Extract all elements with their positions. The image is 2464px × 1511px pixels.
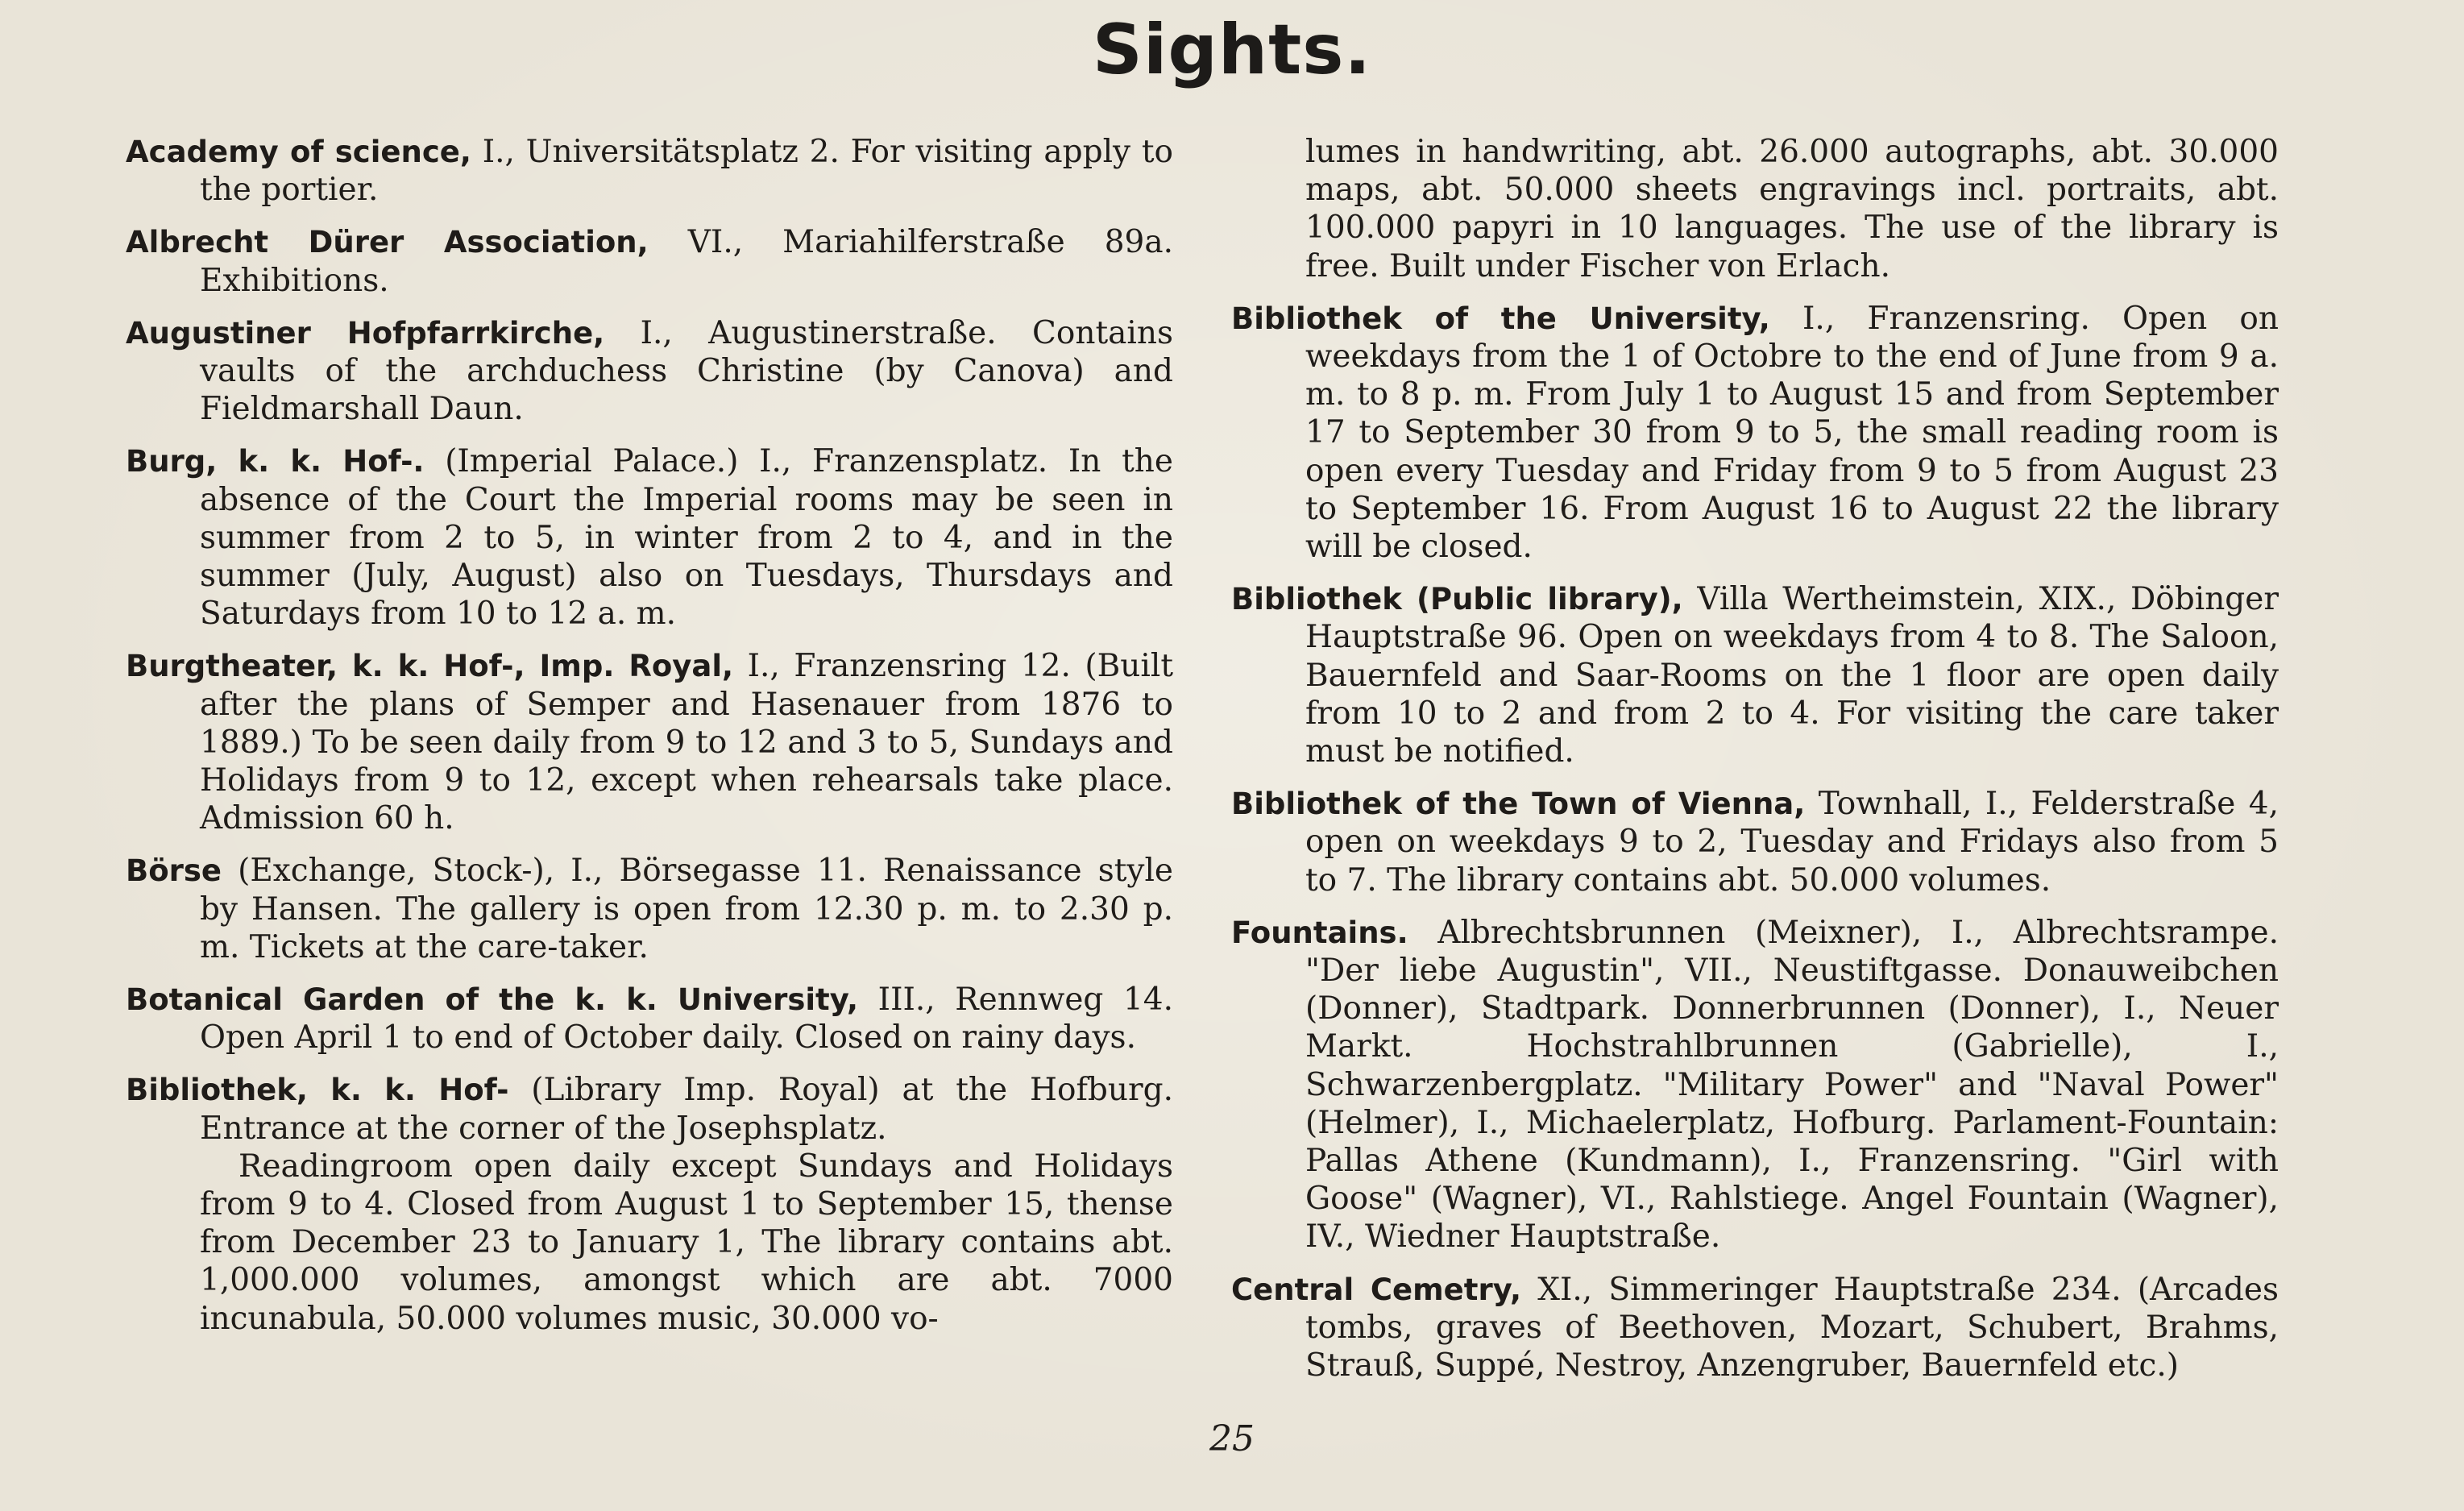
entry-burgtheater	[126, 647, 1173, 837]
entry-public-library	[1231, 580, 2279, 770]
entry-borse	[126, 852, 1173, 966]
entry-text: VI., Mariahilferstraße 89a. Exhibitions.	[200, 224, 1173, 299]
entry-text: (Library Imp. Royal) at the Hofburg. Entrance at the corner of the Josephsplatz.	[200, 1072, 1173, 1147]
entry-town-library	[1231, 785, 2279, 899]
entry-heading: Burg, k. k. Hof-.	[126, 444, 425, 479]
entry-heading: Central Cemetry,	[1231, 1272, 1522, 1307]
entry-heading: Börse	[126, 853, 222, 889]
entry-text: XI., Simmeringer Hauptstraße 234. (Arcades tombs, graves of Beethoven, Mozart, Schubert, Brahms, Strauß, Suppé, Nestroy, Anzengruber, Bauernfeld etc.)	[1305, 1271, 2279, 1384]
left-column	[126, 133, 1173, 1352]
entry-text: I., Franzensring 12. (Built after the plans of Semper and Hasenauer from 1876 to 1889.) To be seen daily from 9 to 12 and 3 to 5, Sundays and Holidays from 9 to 12, except when rehearsals take place. Admission 60 h.	[200, 648, 1174, 837]
entry-text: I., Augustinerstraße. Contains vaults of the archduchess Christine (by Canova) and Fieldmarshall Daun.	[200, 314, 1173, 428]
entry-heading: Academy of science,	[126, 135, 471, 169]
entry-heading: Augustiner Hofpfarrkirche,	[126, 315, 605, 351]
entry-text: Villa Wertheimstein, XIX., Döbinger Hauptstraße 96. Open on weekdays from 4 to 8. The Saloon, Bauernfeld and Saar-Rooms on the 1 floor are open daily from 10 to 2 and from 2 to 4. For visiting the care taker must be notified.	[1305, 581, 2279, 770]
entry-heading: Bibliothek (Public library),	[1231, 582, 1683, 617]
entry-hofbibliothek-paragraph: Readingroom open daily except Sundays and Holidays from 9 to 4. Closed from August 1 to September 15, thense from December 23 to January 1, The library contains abt. 1,000.000 volumes, amongst which are abt. 7000 incunabula, 50.000 volumes music, 30.000 vo-	[200, 1148, 1173, 1337]
entry-heading: Bibliothek, k. k. Hof-	[126, 1073, 509, 1108]
entry-text: I., Universitätsplatz 2. For visiting apply to the portier.	[200, 134, 1173, 209]
entry-academy-of-science	[126, 133, 1173, 209]
entry-continued-text: lumes in handwriting, abt. 26.000 autographs, abt. 30.000 maps, abt. 50.000 sheets engravings incl. portraits, abt. 100.000 papyri in 10 languages. The use of the library is free. Built under Fischer von Erlach.	[1305, 134, 2279, 284]
entry-heading: Fountains.	[1231, 915, 1408, 950]
entry-heading: Bibliothek of the Town of Vienna,	[1231, 787, 1806, 822]
right-column	[1231, 133, 2279, 1399]
entry-heading: Botanical Garden of the k. k. University,	[126, 982, 859, 1018]
page-title: Sights.	[1092, 10, 1372, 90]
entry-heading: Bibliothek of the University,	[1231, 301, 1770, 336]
entry-augustiner	[126, 314, 1173, 429]
entry-university-library	[1231, 300, 2279, 566]
entry-text: III., Rennweg 14. Open April 1 to end of October daily. Closed on rainy days.	[200, 982, 1173, 1056]
entry-burg	[126, 442, 1173, 633]
entry-hofbibliothek	[126, 1071, 1173, 1147]
entry-fountains	[1231, 914, 2279, 1256]
entry-text: (Imperial Palace.) I., Franzensplatz. In the absence of the Court the Imperial rooms may be seen in summer from 2 to 5, in winter from 2 to 4, and in the summer (July, August) also on Tuesdays, Thursdays and Saturdays from 10 to 12 a. m.	[200, 443, 1173, 633]
entry-albrecht-durer	[126, 223, 1173, 299]
entry-text: Townhall, I., Felderstraße 4, open on weekdays 9 to 2, Tuesday and Fridays also from 5 to 7. The library contains abt. 50.000 volumes.	[1305, 786, 2279, 899]
entry-text: (Exchange, Stock-), I., Börsegasse 11. Renaissance style by Hansen. The gallery is open from 12.30 p. m. to 2.30 p. m. Tickets at the care-taker.	[200, 853, 1173, 965]
entry-text: Albrechtsbrunnen (Meixner), I., Albrechtsrampe. "Der liebe Augustin", VII., Neustiftgasse. Donauweibchen (Donner), Stadtpark. Donnerbrunnen (Donner), I., Neuer Markt. Hochstrahlbrunnen (Gabrielle), I., Schwarzenbergplatz. "Military Power" and "Naval Power" (Helmer), I., Michaelerplatz, Hofburg. Parlament-Fountain: Pallas Athene (Kundmann), I., Franzensring. "Girl with Goose" (Wagner), VI., Rahlstiege. Angel Fountain (Wagner), IV., Wiedner Hauptstraße.	[1305, 914, 2279, 1256]
page-number: 25	[1209, 1418, 1255, 1459]
entry-heading: Albrecht Dürer Association,	[126, 225, 649, 260]
entry-text: I., Franzensring. Open on weekdays from the 1 of Octobre to the end of June from 9 a. m. to 8 p. m. From July 1 to August 15 and from September 17 to September 30 from 9 to 5, the small reading room is open every Tuesday and Friday from 9 to 5 from August 23 to September 16. From August 16 to August 22 the library will be closed.	[1305, 300, 2279, 566]
entry-botanical-garden	[126, 981, 1173, 1056]
entry-central-cemetery	[1231, 1271, 2279, 1385]
entry-heading: Burgtheater, k. k. Hof-, Imp. Royal,	[126, 649, 734, 684]
